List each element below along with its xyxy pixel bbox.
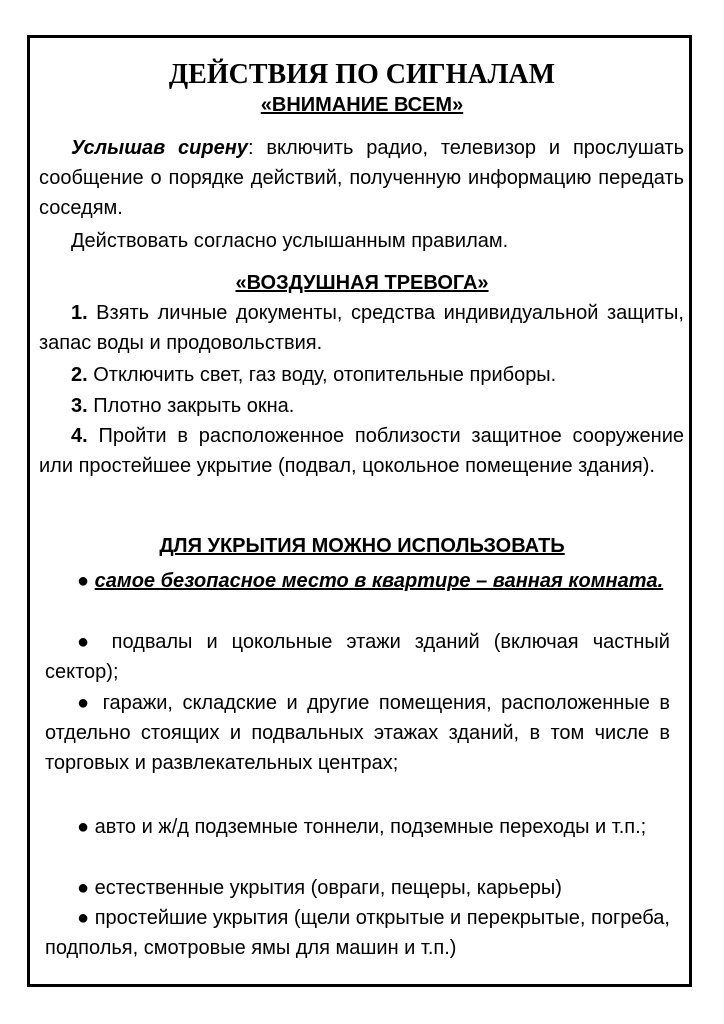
item-text: Пройти в расположенное поблизости защитное сооружение или простейшее укрытие (подвал, цокольное помещение здания). <box>39 425 684 477</box>
attention-lead-text: : включить радио, телевизор и прослушать сообщение о порядке действий, полученную информацию передать соседям. <box>39 137 684 219</box>
shelter-item-text: гаражи, складские и другие помещения, расположенные в отдельно стоящих и подвальных этажах зданий, в том числе в торговых и развлекательных центрах; <box>45 692 670 774</box>
bullet-icon: ● <box>77 877 90 899</box>
item-text: Отключить свет, газ воду, отопительные приборы. <box>87 364 557 386</box>
air-raid-item-1 <box>39 298 684 358</box>
attention-instruction: Действовать согласно услышанным правилам. <box>71 230 509 252</box>
item-number: 2. <box>71 364 88 386</box>
shelter-item-text: естественные укрытия (овраги, пещеры, карьеры) <box>94 877 562 899</box>
item-number: 4. <box>71 425 88 447</box>
section-heading-shelter: ДЛЯ УКРЫТИЯ МОЖНО ИСПОЛЬЗОВАТЬ <box>159 535 565 557</box>
bullet-icon: ● <box>77 692 94 714</box>
item-number: 1. <box>71 302 88 324</box>
attention-lead-emphasis: Услышав сирену <box>71 137 248 159</box>
shelter-item-emphasis: самое безопасное место в квартире – ванная комната. <box>94 570 664 592</box>
section-heading-air-raid: «ВОЗДУШНАЯ ТРЕВОГА» <box>235 272 489 294</box>
shelter-item <box>45 627 670 687</box>
bullet-icon: ● <box>77 631 98 653</box>
bullet-icon: ● <box>77 907 90 929</box>
document-title: ДЕЙСТВИЯ ПО СИГНАЛАМ <box>168 59 556 90</box>
shelter-item <box>45 688 670 778</box>
attention-paragraph <box>39 133 684 223</box>
section-heading-attention: «ВНИМАНИЕ ВСЕМ» <box>260 94 464 116</box>
shelter-item <box>45 812 670 842</box>
bullet-icon: ● <box>77 816 90 838</box>
shelter-item-text: подвалы и цокольные этажи зданий (включая частный сектор); <box>45 631 670 683</box>
air-raid-item-3 <box>39 391 684 421</box>
item-text: Взять личные документы, средства индивидуальной защиты, запас воды и продовольствия. <box>39 302 684 354</box>
shelter-item-text: простейшие укрытия (щели открытые и перекрытые, погреба, подполья, смотровые ямы для машин и т.п.) <box>45 907 670 959</box>
air-raid-item-4 <box>39 421 684 481</box>
bullet-icon: ● <box>77 570 90 592</box>
air-raid-item-2 <box>39 360 684 390</box>
shelter-item-text: авто и ж/д подземные тоннели, подземные переходы и т.п.; <box>94 816 647 838</box>
shelter-item <box>45 873 670 903</box>
shelter-item <box>45 903 670 963</box>
item-text: Плотно закрыть окна. <box>87 395 295 417</box>
shelter-item-bathroom <box>45 566 670 596</box>
item-number: 3. <box>71 395 88 417</box>
